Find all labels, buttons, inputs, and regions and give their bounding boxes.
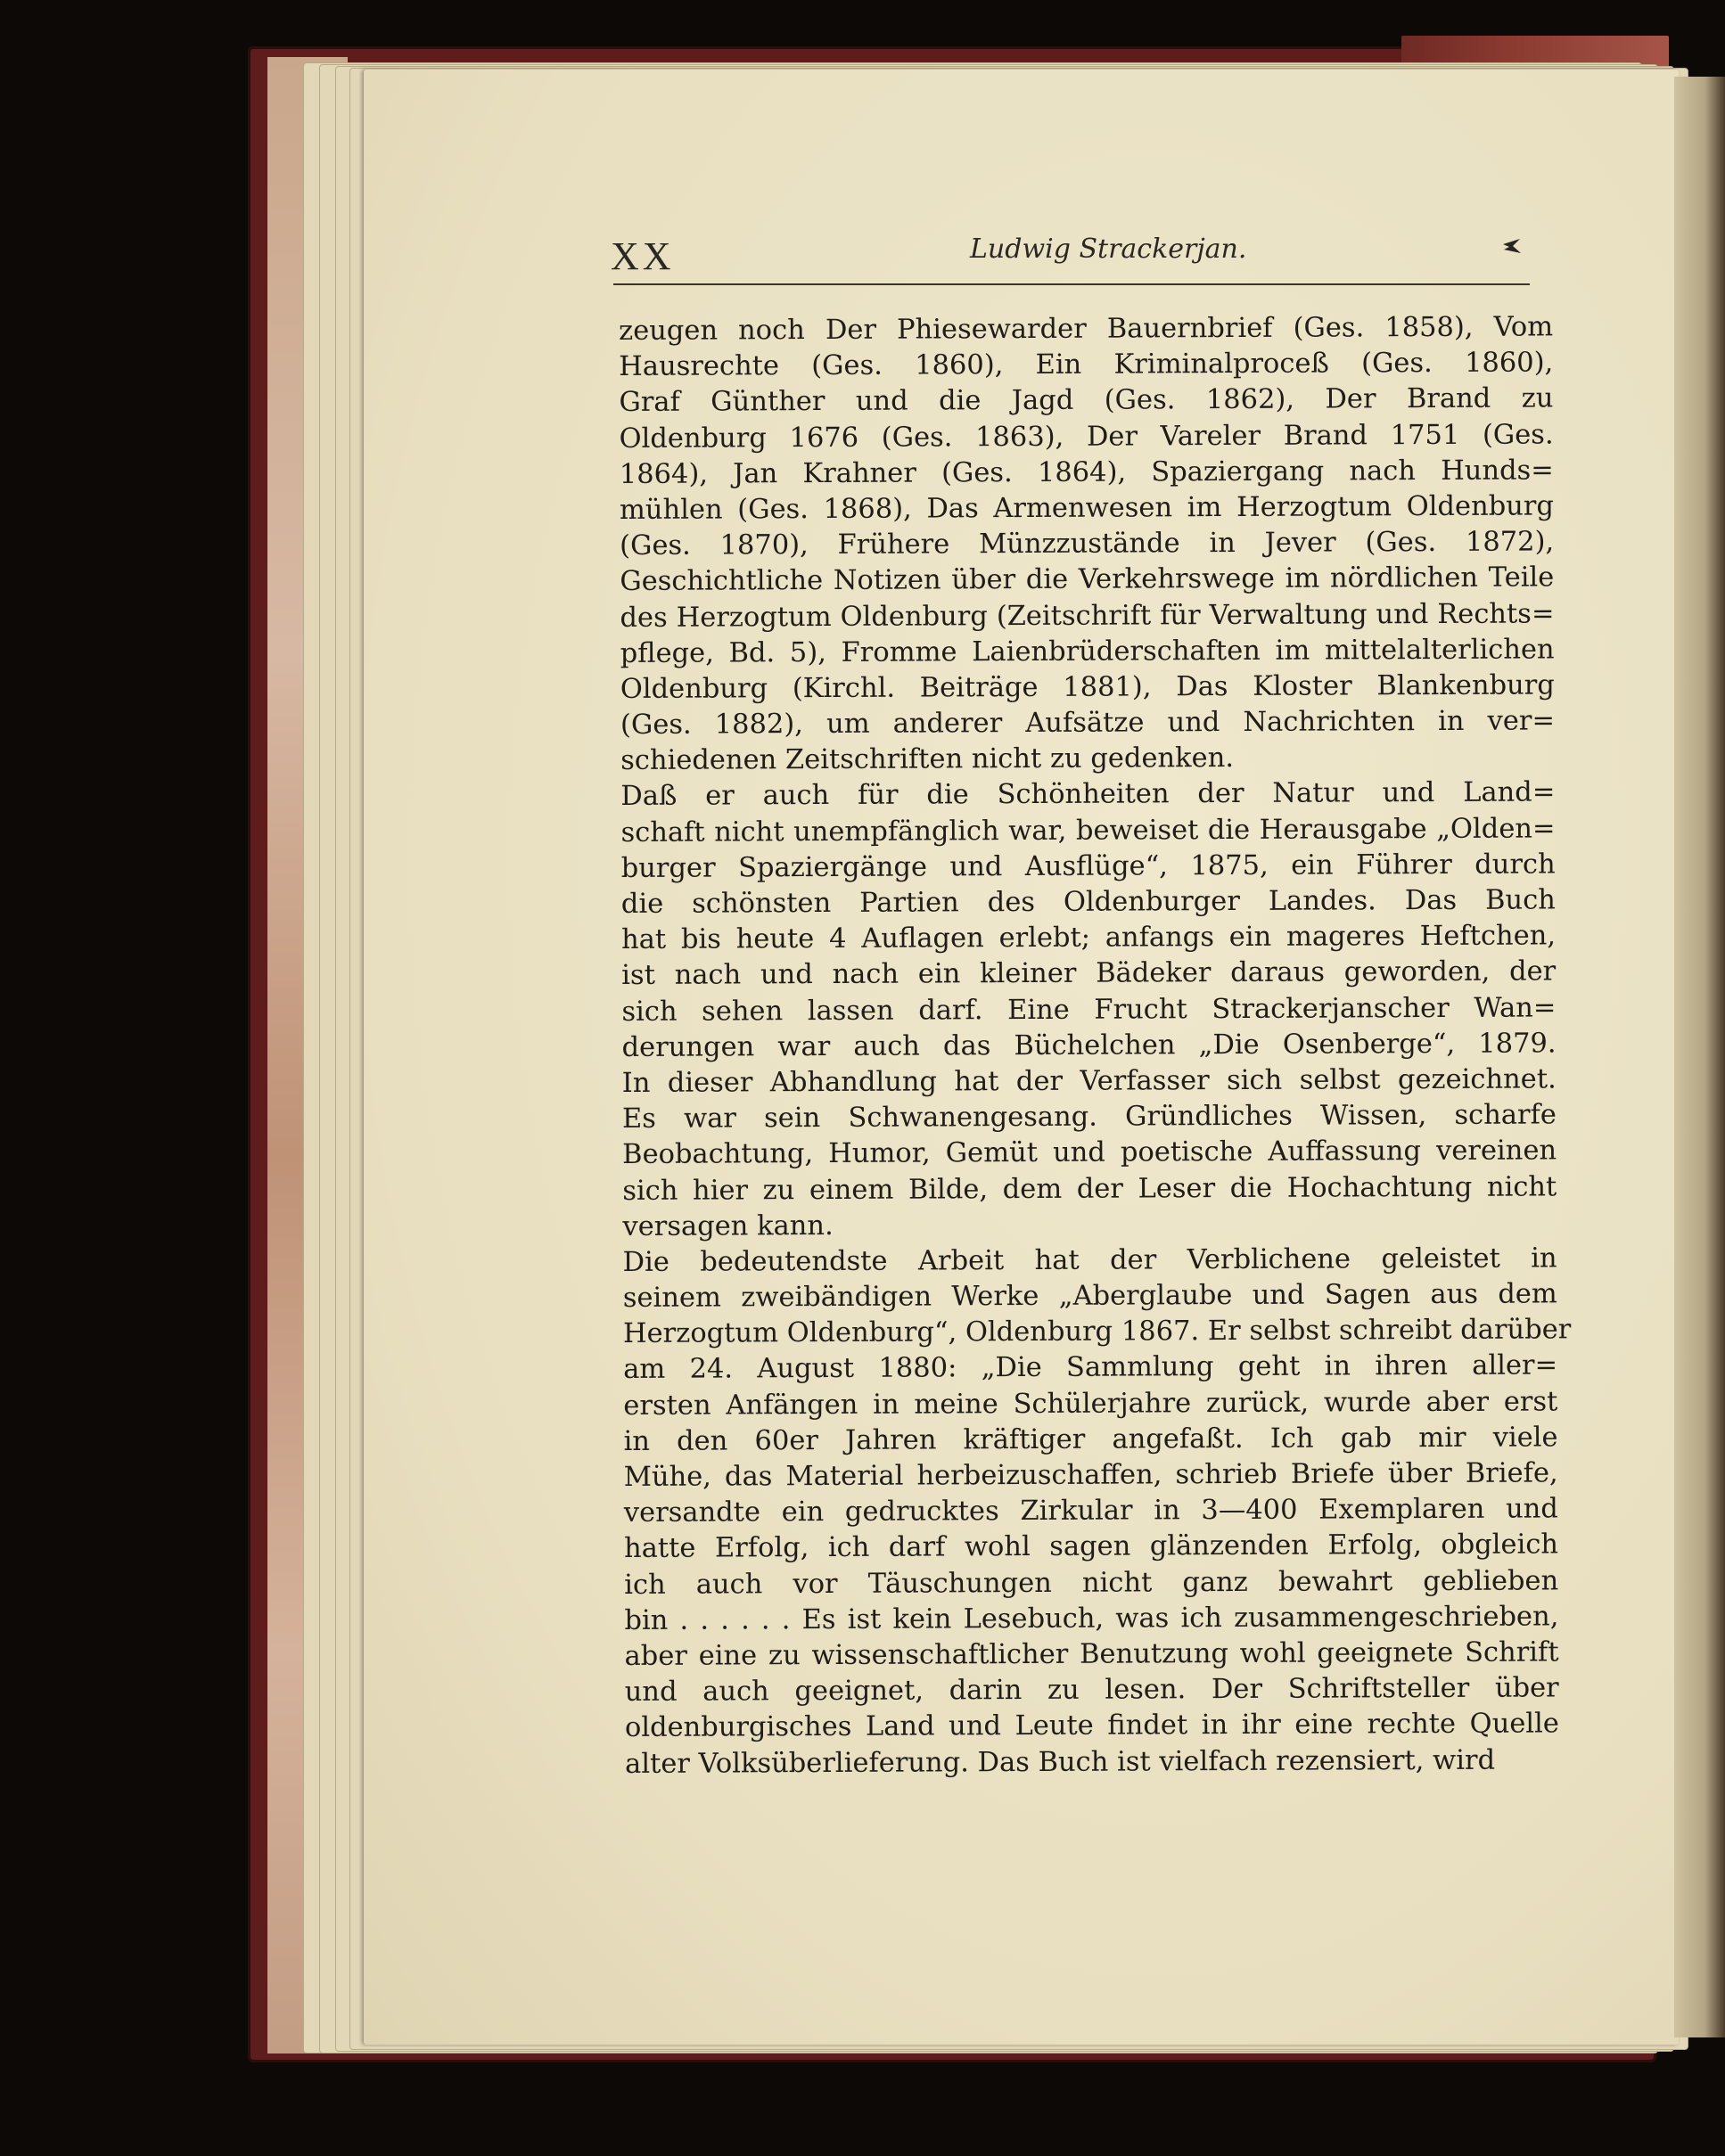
text-line: ist nach und nach ein kleiner Bädeker daraus geworden, der <box>621 955 1557 992</box>
text-line: versandte ein gedrucktes Zirkular in 3—400 Exemplaren und <box>623 1493 1558 1529</box>
text-line: versagen kann. <box>622 1209 834 1242</box>
text-line: mühlen (Ges. 1868), Das Armenwesen im Herzogtum Oldenburg <box>619 490 1555 526</box>
text-line: In dieser Abhandlung hat der Verfasser sich selbst gezeichnet. <box>621 1063 1557 1099</box>
text-line: aber eine zu wissenschaftlicher Benutzung wohl geeignete Schrift <box>624 1636 1559 1672</box>
text-line: (Ges. 1882), um anderer Aufsätze und Nachrichten in ver= <box>620 705 1556 742</box>
text-line: Hausrechte (Ges. 1860), Ein Kriminalproceß (Ges. 1860), <box>619 347 1554 383</box>
text-line: sich hier zu einem Bilde, dem der Leser die Hochachtung nicht <box>622 1170 1557 1207</box>
text-line: Graf Günther und die Jagd (Ges. 1862), Der Brand zu <box>619 382 1554 419</box>
text-line: bin . . . . . . Es ist kein Lesebuch, was ich zusammengeschrieben, <box>624 1601 1559 1636</box>
text-line: am 24. August 1880: „Die Sammlung geht in ihren aller= <box>623 1349 1558 1386</box>
running-title: Ludwig Strackerjan. <box>970 234 1247 265</box>
text-line: seinem zweibändigen Werke „Aberglaube und Sagen aus dem <box>622 1278 1557 1315</box>
text-line: derungen war auch das Büchelchen „Die Osenberge“, 1879. <box>621 1028 1557 1063</box>
text-line: burger Spaziergänge und Ausflüge“, 1875, ein Führer durch <box>620 848 1556 884</box>
text-line: ich auch vor Täuschungen nicht ganz bewahrt geblieben <box>624 1564 1559 1601</box>
header-rule <box>613 283 1530 285</box>
text-line: schiedenen Zeitschriften nicht zu gedenken. <box>620 742 1235 777</box>
text-line: (Ges. 1870), Frühere Münzzustände in Jever (Ges. 1872), <box>620 526 1555 562</box>
text-line: Es war sein Schwanengesang. Gründliches Wissen, scharfe <box>621 1099 1557 1135</box>
body-text <box>619 309 1572 1782</box>
text-line: Daß er auch für die Schönheiten der Natur und Land= <box>620 776 1556 813</box>
text-line: pflege, Bd. 5), Fromme Laienbrüderschaften im mittelalterlichen <box>620 634 1555 669</box>
text-line: Geschichtliche Notizen über die Verkehrswege im nördlichen Teile <box>620 562 1555 598</box>
text-line: zeugen noch Der Phiesewarder Bauernbrief (Ges. 1858), Vom <box>619 311 1554 347</box>
text-line: schaft nicht unempfänglich war, beweiset die Herausgabe „Olden= <box>620 813 1556 848</box>
text-line: die schönsten Partien des Oldenburger Landes. Das Buch <box>620 884 1556 920</box>
text-line: Oldenburg (Kirchl. Beiträge 1881), Das Kloster Blankenburg <box>620 669 1555 705</box>
text-line: ersten Anfängen in meine Schülerjahre zurück, wurde aber erst <box>623 1386 1558 1422</box>
text-line: Mühe, das Material herbeizuschaffen, schrieb Briefe über Briefe, <box>623 1457 1558 1493</box>
text-line: Herzogtum Oldenburg“, Oldenburg 1867. Er selbst schreibt darüber <box>622 1314 1572 1350</box>
text-line: in den 60er Jahren kräftiger angefaßt. Ich gab mir viele <box>623 1422 1558 1457</box>
fleuron-icon <box>1500 235 1524 258</box>
text-line: sich sehen lassen darf. Eine Frucht Strackerjanscher Wan= <box>621 991 1557 1028</box>
page-gutter <box>1674 77 1725 2037</box>
text-line: 1864), Jan Krahner (Ges. 1864), Spaziergang nach Hunds= <box>619 455 1554 490</box>
page-number: XX <box>611 234 675 278</box>
text-line: Beobachtung, Humor, Gemüt und poetische Auffassung vereinen <box>622 1135 1557 1171</box>
text-line: hatte Erfolg, ich darf wohl sagen glänzenden Erfolg, obgleich <box>623 1529 1559 1565</box>
text-line: und auch geeignet, darin zu lesen. Der Schriftsteller über <box>624 1672 1559 1709</box>
text-line: oldenburgisches Land und Leute findet in ihr eine rechte Quelle <box>624 1708 1559 1744</box>
text-line: Oldenburg 1676 (Ges. 1863), Der Vareler Brand 1751 (Ges. <box>619 418 1554 455</box>
text-line: des Herzogtum Oldenburg (Zeitschrift für Verwaltung und Rechts= <box>620 597 1555 634</box>
text-line: Die bedeutendste Arbeit hat der Verblichene geleistet in <box>622 1242 1557 1278</box>
text-line: hat bis heute 4 Auflagen erlebt; anfangs ein mageres Heftchen, <box>620 920 1557 956</box>
text-line: alter Volksüberlieferung. Das Buch ist vielfach rezensiert, wird <box>625 1744 1496 1780</box>
